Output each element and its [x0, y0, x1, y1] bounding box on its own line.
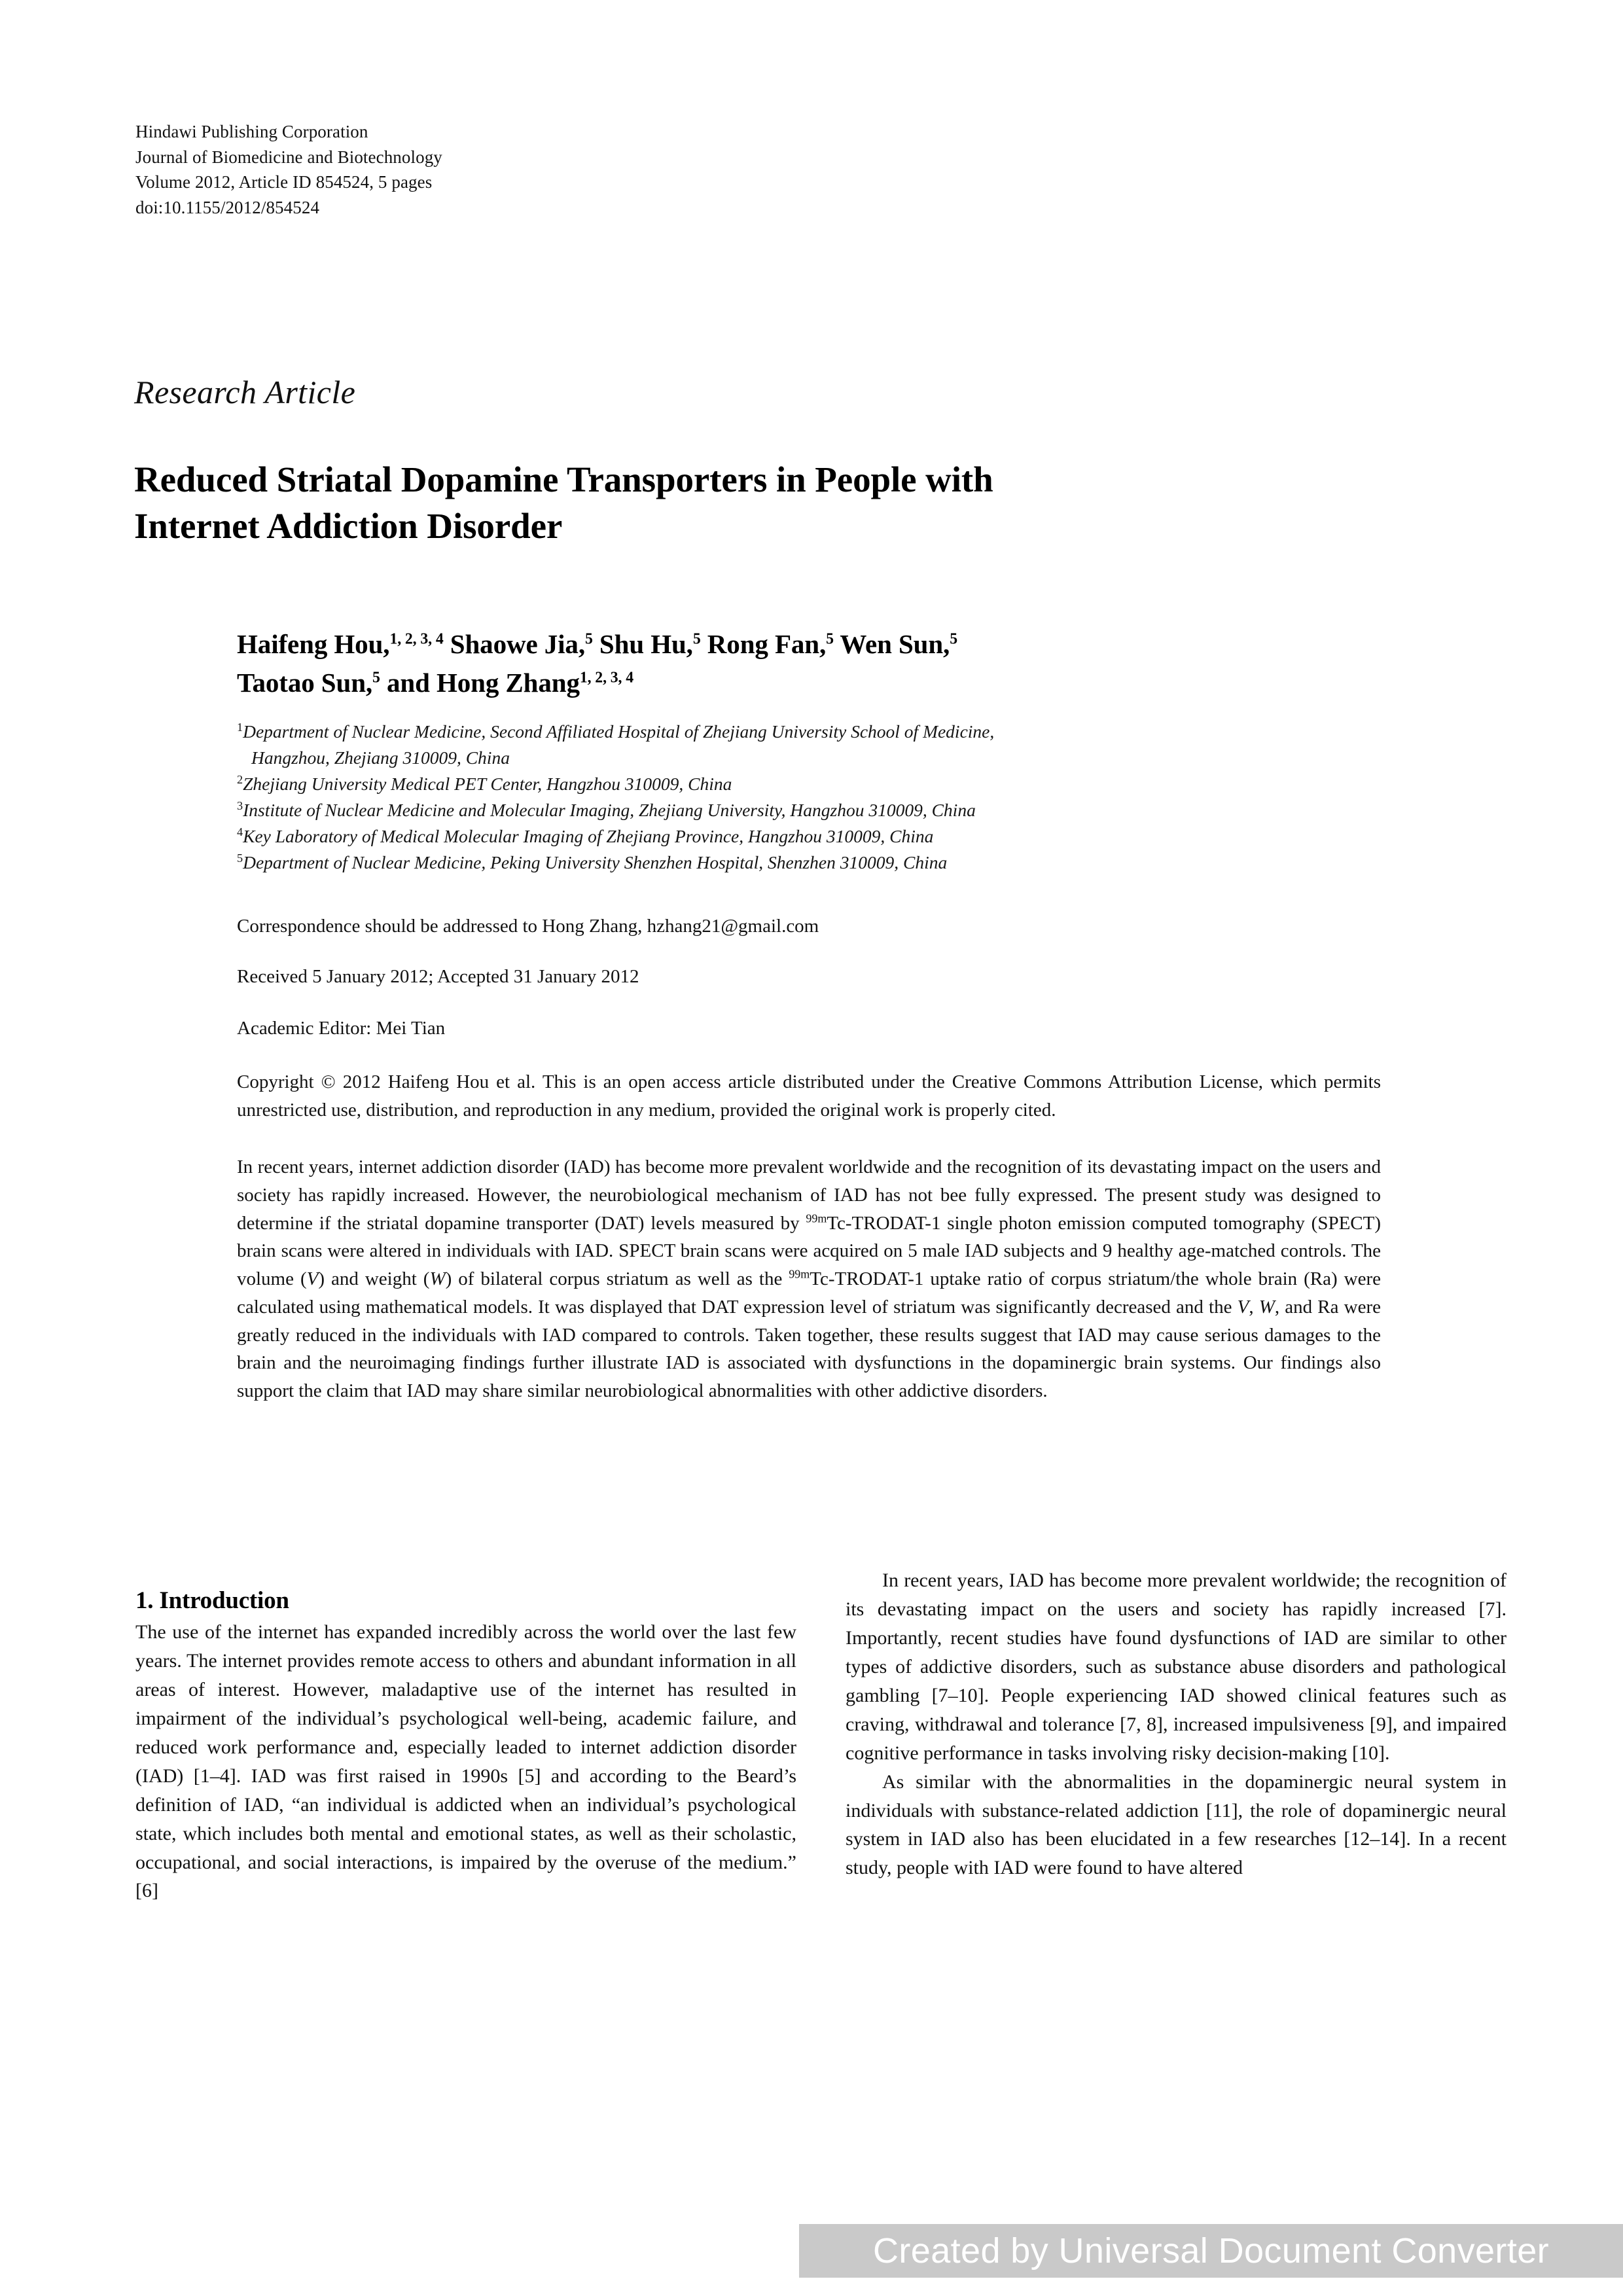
author-name: Wen Sun,: [833, 629, 950, 659]
body-column-right: [846, 1566, 1507, 1882]
affiliation-item: [237, 850, 1376, 876]
watermark-text: Created by Universal Document Converter: [872, 2231, 1550, 2270]
affiliation-marker: 3: [237, 799, 243, 813]
affiliation-item: [237, 823, 1376, 850]
copyright-notice: Copyright © 2012 Haifeng Hou et al. This is an open access article distributed under the Creative Commons Attribution License, which permits unrestricted use, distribution, and reproduction in any medium, provided the original work is properly cited.: [237, 1071, 1381, 1121]
abstract-part: In recent years, internet addiction disorder (IAD) has become more prevalent worldwide and the recognition of its devastating impact on the users and society has rapidly increased. However, the neurobiological mechanism of IAD has not bee fully expressed. The present study was designed to determine if the striatal dopamine transporter (DAT) levels measured by: [237, 1157, 1381, 1234]
author-affiliation-marker: 5: [372, 668, 380, 686]
publisher-name: Hindawi Publishing Corporation: [135, 122, 368, 141]
abstract-part: , and Ra were greatly reduced in the individuals with IAD compared to controls. Taken together, these results suggest that IAD may cause serious damages to the brain and the neuroimaging findings further illustrate IAD is associated with dysfunctions in the dopaminergic brain systems. Our findings also support the claim that IAD may share similar neurobiological abnormalities with other addictive disorders.: [237, 1296, 1381, 1402]
abstract-part: Tc-TRODAT-1 uptake ratio of corpus striatum/the whole brain (Ra) were calculated using mathematical models. It was displayed that DAT expression level of striatum was significantly decreased and the: [237, 1268, 1381, 1318]
journal-name: Journal of Biomedicine and Biotechnology: [135, 147, 442, 167]
author-affiliation-marker: 5: [584, 630, 593, 648]
page-title: [134, 456, 1260, 550]
affiliation-item: [237, 719, 1376, 771]
volume-info: Volume 2012, Article ID 854524, 5 pages: [135, 172, 433, 192]
doi-text: doi:10.1155/2012/854524: [135, 197, 320, 217]
title-line-2: Internet Addiction Disorder: [134, 506, 563, 547]
paragraph: The use of the internet has expanded incredibly across the world over the last few years. The internet provides remote access to others and abundant information in all areas of interest. However, maladaptive use of the internet has resulted in impairment of the individual’s psychological well-being, academic failure, and reduced work performance and, especially leaded to internet addiction disorder (IAD) [1–4]. IAD was first raised in 1990s [5] and according to the Beard’s definition of IAD, “an individual is addicted when an individual’s psychological state, which includes both mental and emotional states, as well as their scholastic, occupational, and social interactions, is impaired by the overuse of the medium.” [6]: [135, 1621, 796, 1902]
affiliation-item: [237, 797, 1376, 823]
abstract-part: ,: [1249, 1296, 1259, 1318]
affiliation-item: [237, 771, 1376, 797]
paragraph: As similar with the abnormalities in the dopaminergic neural system in individuals with substance-related addiction [11], the role of dopaminergic neural system in IAD also has been elucidated in a few researches [12–14]. In a recent study, people with IAD were found to have altered: [846, 1770, 1507, 1879]
paragraph: In recent years, IAD has become more prevalent worldwide; the recognition of its devastating impact on the users and society has rapidly increased [7]. Importantly, recent studies have found dysfunctions of IAD are similar to other types of addictive disorders, such as substance abuse disorders and pathological gambling [7–10]. People experiencing IAD showed clinical features such as craving, withdrawal and tolerance [7, 8], increased impulsiveness [9], and impaired cognitive performance in tasks involving risky decision-making [10].: [846, 1570, 1507, 1764]
author-name: Haifeng Hou,: [237, 629, 390, 659]
affiliation-marker: 2: [237, 773, 243, 787]
correspondence-line: Correspondence should be addressed to Hong Zhang, hzhang21@gmail.com: [237, 916, 819, 937]
variable-v: V: [306, 1268, 319, 1290]
received-accepted-line: Received 5 January 2012; Accepted 31 January 2012: [237, 966, 639, 987]
affiliation-text-continued: Hangzhou, Zhejiang 310009, China: [251, 747, 510, 768]
affiliation-marker: 1: [237, 721, 243, 734]
abstract-part: Tc-TRODAT-1 single photon emission computed tomography (SPECT) brain scans were altered in individuals with IAD. SPECT brain scans were acquired on 5 male IAD subjects and 9 healthy age-matched controls. The volume (: [237, 1212, 1381, 1290]
author-line-1: [237, 625, 1349, 664]
author-name: Taotao Sun,: [237, 667, 373, 698]
journal-header: [135, 119, 724, 220]
variable-w: W: [429, 1268, 446, 1290]
abstract-part: ) and weight (: [318, 1268, 430, 1290]
author-name: Rong Fan,: [700, 629, 827, 659]
academic-editor-line: Academic Editor: Mei Tian: [237, 1018, 446, 1039]
author-affiliation-marker: 1, 2, 3, 4: [579, 668, 634, 686]
author-affiliation-marker: 5: [692, 630, 701, 648]
affiliation-marker: 5: [237, 852, 243, 865]
abstract-text: [237, 1153, 1381, 1405]
author-affiliation-marker: 5: [826, 630, 834, 648]
body-column-left: [135, 1618, 796, 1905]
affiliation-text: Zhejiang University Medical PET Center, Hangzhou 310009, China: [243, 774, 732, 794]
author-affiliation-marker: 5: [950, 630, 958, 648]
affiliation-text: Key Laboratory of Medical Molecular Imaging of Zhejiang Province, Hangzhou 310009, China: [243, 826, 934, 846]
affiliation-text: Department of Nuclear Medicine, Peking University Shenzhen Hospital, Shenzhen 310009, China: [243, 852, 948, 872]
affiliation-text: Department of Nuclear Medicine, Second Affiliated Hospital of Zhejiang University School of Medicine,: [243, 721, 995, 742]
title-line-1: Reduced Striatal Dopamine Transporters in People with: [134, 459, 993, 499]
affiliation-list: [237, 719, 1376, 876]
section-heading-introduction: 1. Introduction: [135, 1587, 289, 1614]
author-affiliation-marker: 1, 2, 3, 4: [389, 630, 444, 648]
author-list: [237, 625, 1349, 702]
author-line-2: [237, 664, 1349, 702]
affiliation-marker: 4: [237, 825, 243, 839]
article-type-label: Research Article: [134, 374, 356, 410]
affiliation-text: Institute of Nuclear Medicine and Molecular Imaging, Zhejiang University, Hangzhou 310009, China: [243, 800, 976, 820]
isotope-superscript: 99m: [806, 1211, 827, 1225]
author-name: and Hong Zhang: [380, 667, 580, 698]
watermark-banner: [799, 2224, 1623, 2278]
author-name: Shu Hu,: [592, 629, 693, 659]
author-name: Shaowe Jia,: [443, 629, 585, 659]
variable-w: W: [1258, 1296, 1275, 1318]
variable-v: V: [1237, 1296, 1249, 1318]
isotope-superscript: 99m: [789, 1267, 810, 1281]
abstract-part: ) of bilateral corpus striatum as well as the: [445, 1268, 789, 1290]
